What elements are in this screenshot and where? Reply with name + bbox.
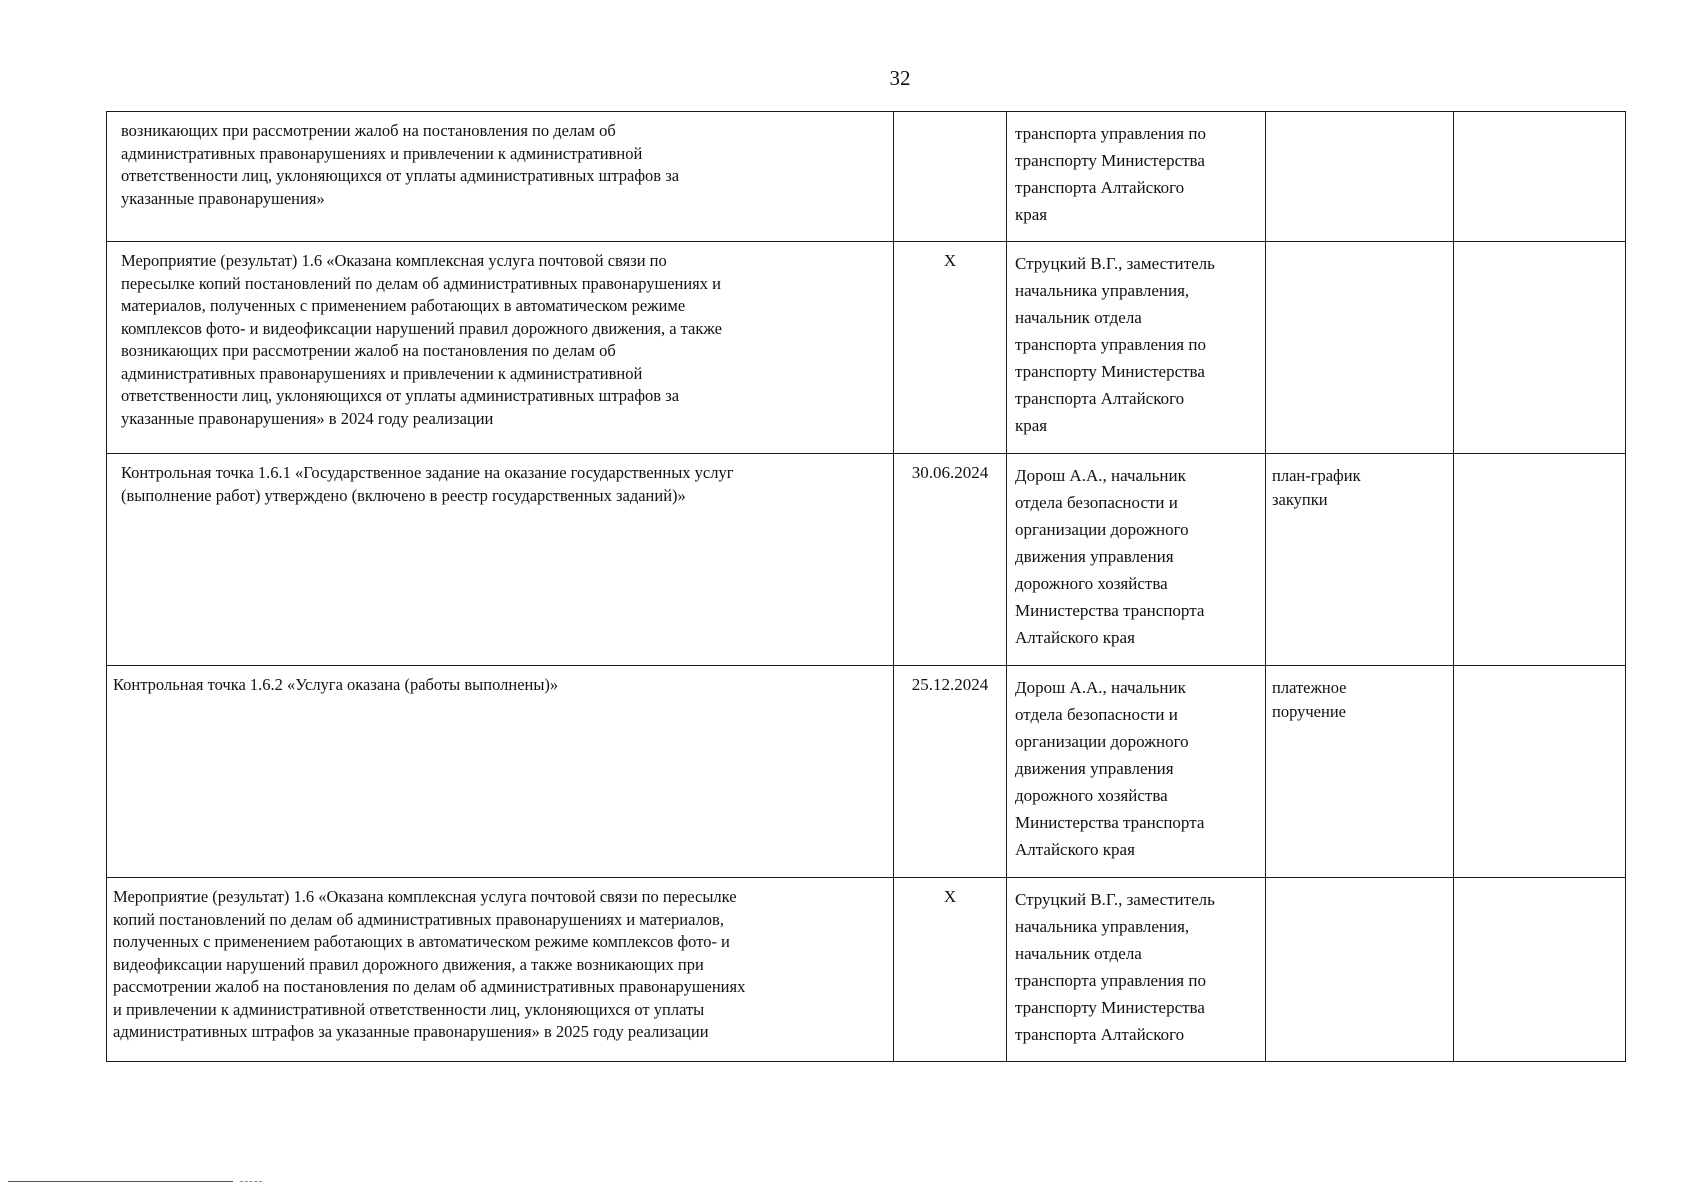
date-cell [894,666,1007,878]
plan-table [106,111,1626,1062]
document-cell [1266,112,1454,242]
responsible-text: транспорта управления по транспорту Министерства транспорта Алтайского края [1015,124,1206,224]
extra-cell [1454,666,1626,878]
responsible-text: Струцкий В.Г., заместитель начальника управления, начальник отдела транспорта управления по транспорту Министерства транспорта Алтайского [1015,890,1215,1044]
date-cell [894,242,1007,454]
footer-rule [8,1181,233,1182]
table-row [107,454,1626,666]
document-text [1266,878,1453,892]
responsible-cell [1007,666,1266,878]
description-text: Контрольная точка 1.6.1 «Государственное задание на оказание государственных услуг (выполнение работ) утверждено (включено в реестр государственных заданий)» [121,463,734,505]
table-row [107,666,1626,878]
page-number: 32 [889,66,911,90]
responsible-text: Струцкий В.Г., заместитель начальника управления, начальник отдела транспорта управления по транспорту Министерства транспорта Алтайского края [1015,254,1215,435]
extra-cell [1454,242,1626,454]
responsible-cell [1007,112,1266,242]
document-cell [1266,878,1454,1062]
date-text: 30.06.2024 [911,463,989,482]
document-cell [1266,666,1454,878]
responsible-cell [1007,454,1266,666]
date-text: 25.12.2024 [911,675,989,694]
footer-rule-tail [240,1181,262,1182]
extra-cell [1454,112,1626,242]
description-cell [107,666,894,878]
description-text: Мероприятие (результат) 1.6 «Оказана комплексная услуга почтовой связи по пересылке копий постановлений по делам об административных правонарушениях и материалов, полученных с применением работающих в автоматическом режиме комплексов фото- и видеофиксации нарушений правил дорожного движения, а также возникающих при рассмотрении жалоб на постановления по делам об административных правонарушениях и привлечении к административной ответственности лиц, уклоняющихся от уплаты административных штрафов за указанные правонарушения» в 2024 году реализации [121,251,722,428]
description-text: Мероприятие (результат) 1.6 «Оказана комплексная услуга почтовой связи по пересылке копий постановлений по делам об административных правонарушениях и материалов, полученных с применением работающих в автоматическом режиме комплексов фото- и видеофиксации нарушений правил дорожного движения, а также возникающих при рассмотрении жалоб на постановления по делам об административных правонарушениях и привлечении к административной ответственности лиц, уклоняющихся от уплаты административных штрафов за указанные правонарушения» в 2025 году реализации [113,887,746,1041]
document-text [1266,242,1453,256]
date-cell [894,878,1007,1062]
date-cell [894,112,1007,242]
date-cell [894,454,1007,666]
date-text [894,112,1006,120]
description-text: Контрольная точка 1.6.2 «Услуга оказана (работы выполнены)» [113,675,559,694]
responsible-text: Дорош А.А., начальник отдела безопасности и организации дорожного движения управления дорожного хозяйства Министерства транспорта Алтайского края [1015,678,1205,859]
date-text: X [943,251,957,270]
extra-cell [1454,454,1626,666]
date-text: X [943,887,957,906]
document-text: платежное поручение [1272,678,1347,721]
table-row [107,112,1626,242]
document-text: план-график закупки [1272,466,1361,509]
responsible-cell [1007,878,1266,1062]
description-cell [107,242,894,454]
description-cell [107,878,894,1062]
document-cell [1266,454,1454,666]
responsible-cell [1007,242,1266,454]
responsible-text: Дорош А.А., начальник отдела безопасности и организации дорожного движения управления дорожного хозяйства Министерства транспорта Алтайского края [1015,466,1205,647]
table-row [107,878,1626,1062]
extra-cell [1454,878,1626,1062]
description-text: возникающих при рассмотрении жалоб на постановления по делам об административных правонарушениях и привлечении к административной ответственности лиц, уклоняющихся от уплаты административных штрафов за указанные правонарушения» [121,121,680,208]
description-cell [107,454,894,666]
table-row [107,242,1626,454]
document-text [1266,112,1453,126]
document-cell [1266,242,1454,454]
description-cell [107,112,894,242]
